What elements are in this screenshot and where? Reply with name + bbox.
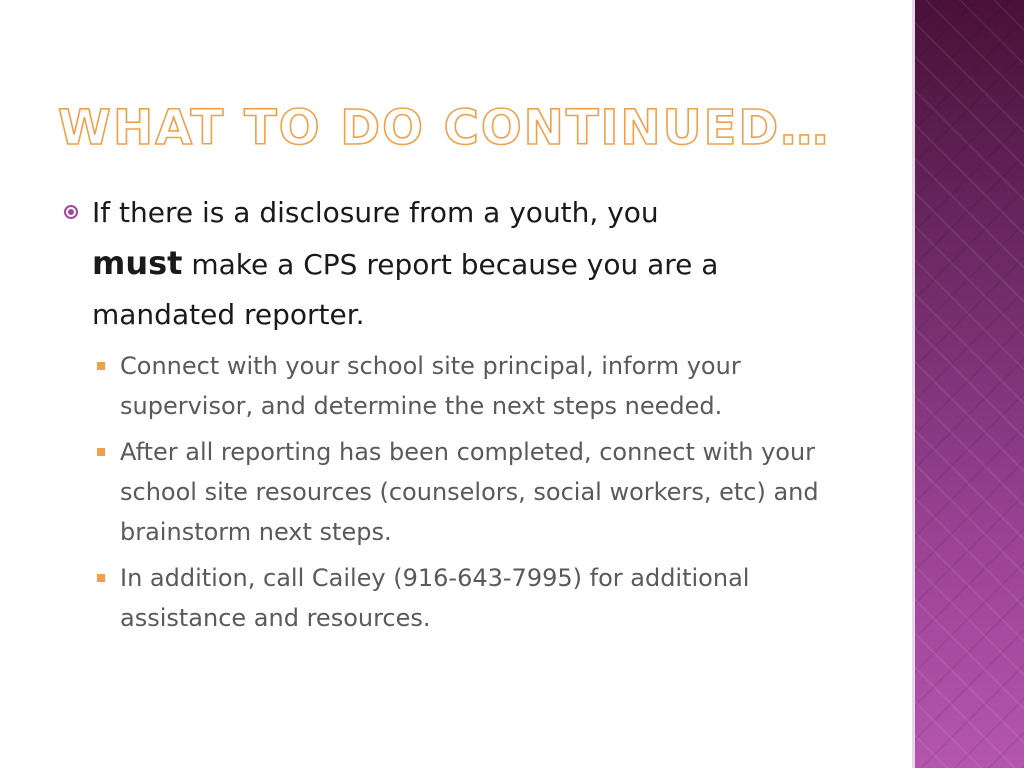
circle-dot-icon	[64, 205, 78, 219]
slide-title: WHAT TO DO CONTINUED…	[58, 100, 831, 156]
sub-bullet-text: In addition, call Cailey (916-643-7995) for additional assistance and resources.	[120, 564, 750, 632]
sub-bullet-text: Connect with your school site principal, inform your supervisor, and determine the next steps needed.	[120, 352, 741, 420]
side-panel-edge	[912, 0, 915, 768]
main-bullet-emphasis: must	[92, 244, 183, 282]
slide-content	[62, 188, 842, 638]
main-bullet-text-before: If there is a disclosure from a youth, you	[92, 196, 659, 229]
sub-bullet	[62, 346, 842, 426]
main-bullet-text-after: make a CPS report because you are a mandated reporter.	[92, 248, 719, 331]
main-bullet	[62, 188, 842, 340]
square-bullet-icon	[97, 574, 105, 582]
decorative-side-panel	[912, 0, 1024, 768]
sub-bullet	[62, 432, 842, 552]
square-bullet-icon	[97, 362, 105, 370]
square-bullet-icon	[97, 448, 105, 456]
sub-bullet-text: After all reporting has been completed, connect with your school site resources (counselors, social workers, etc) and brainstorm next steps.	[120, 438, 819, 546]
sub-bullet	[62, 558, 842, 638]
